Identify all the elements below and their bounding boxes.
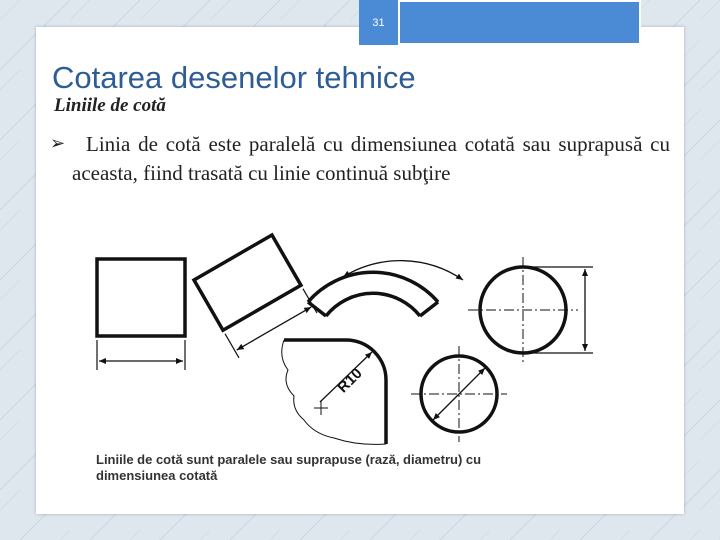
accent-box: [398, 0, 641, 45]
slide-title: Cotarea desenelor tehnice: [52, 60, 416, 95]
circle-inclined-diameter-drawing: [411, 346, 507, 442]
caption-line-2: dimensiunea cotată: [96, 468, 218, 483]
circle-diameter-drawing: [468, 257, 593, 363]
dimension-lines-figure: [88, 232, 608, 452]
figure-caption: [96, 452, 481, 484]
radius-label: R10: [334, 364, 366, 397]
slide-number: 31: [372, 16, 385, 29]
radius-corner-drawing: [282, 340, 386, 444]
arc-band-drawing: [308, 261, 463, 316]
slide-subtitle: Liniile de cotă: [54, 95, 166, 116]
slide-number-tab: [359, 0, 398, 45]
rectangle-drawing: [97, 259, 185, 370]
bullet-text: Linia de cotă este paralelă cu dimensiunea cotată sau suprapusă cu aceasta, fiind trasată cu linie continuă subţire: [72, 132, 670, 185]
caption-line-1: Liniile de cotă sunt paralele sau suprapuse (rază, diametru) cu: [96, 452, 482, 467]
arrow-bullet-icon: ➢: [50, 133, 66, 154]
